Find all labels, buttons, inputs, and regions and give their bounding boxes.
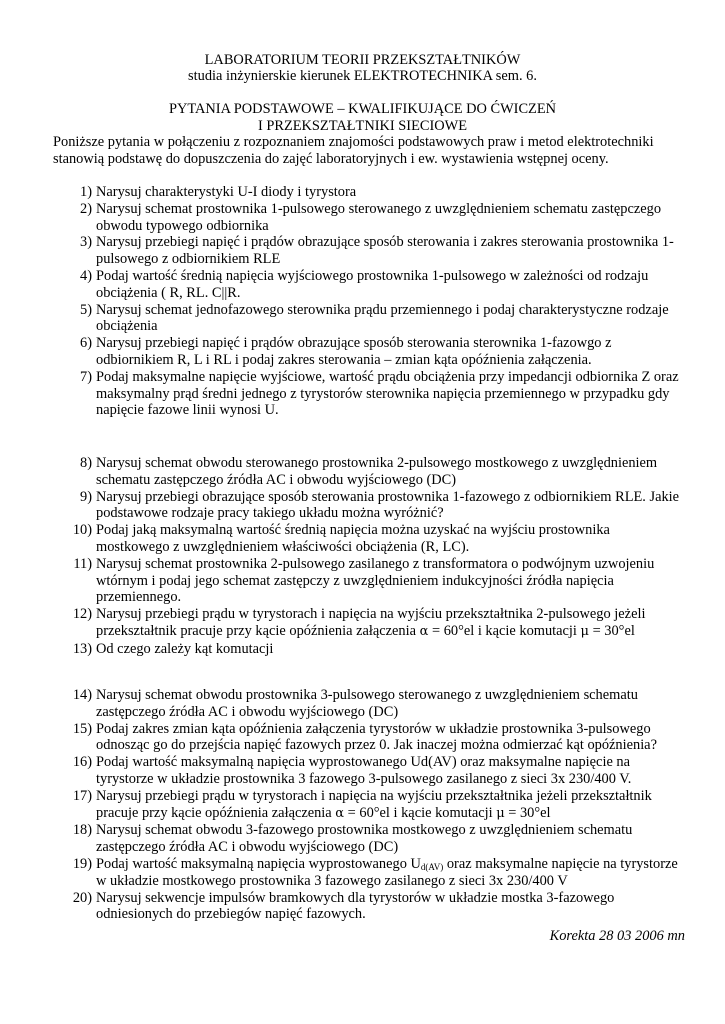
question-item — [0, 721, 725, 755]
question-text — [96, 856, 678, 889]
question-text-part: = 30°el — [588, 622, 635, 639]
question-text — [96, 606, 645, 639]
header-line-2: studia inżynierskie kierunek ELEKTROTECHNIKA sem. 6. — [188, 68, 537, 84]
question-number: 10) — [72, 522, 92, 539]
question-item — [0, 184, 725, 201]
question-text: Narysuj charakterystyki U-I diody i tyrystora — [96, 184, 357, 200]
title-line-1: PYTANIA PODSTAWOWE – KWALIFIKUJĄCE DO ĆWICZEŃ — [168, 101, 557, 117]
question-text: Narysuj schemat prostownika 2-pulsowego zasilanego z transformatora o podwójnym uzwojeniu wtórnym i podaj jego schemat zastępczy z uwzględnieniem indukcyjności źródła napięcia przemiennego. — [96, 555, 655, 606]
question-number: 18) — [72, 822, 92, 839]
question-item — [0, 201, 725, 235]
question-text: Narysuj przebiegi obrazujące sposób sterowania prostownika 1-fazowego z odbiornikiem RLE. Jakie podstawowe rodzaje pracy takiego układu można wyróżnić? — [96, 488, 680, 522]
question-text — [96, 788, 652, 821]
question-number: 12) — [72, 606, 92, 623]
question-item — [0, 788, 725, 823]
question-number: 4) — [80, 267, 92, 284]
question-item — [0, 268, 725, 302]
question-text: Podaj jaką maksymalną wartość średnią napięcia można uzyskać na wyjściu prostownika mostkowego z uwzględnieniem właściwości obciążenia (R, LC). — [96, 522, 610, 555]
question-text: Narysuj schemat obwodu prostownika 3-pulsowego sterowanego z uwzględnieniem schematu zastępczego źródła AC i obwodu wyjściowego (DC) — [96, 687, 638, 720]
question-item — [0, 890, 725, 924]
question-number: 14) — [72, 687, 92, 703]
question-list-group-3 — [0, 687, 725, 923]
question-number: 16) — [72, 754, 92, 771]
alpha-symbol: α — [335, 805, 345, 821]
question-text-part: Podaj wartość maksymalną napięcia wyprostowanego U — [96, 855, 421, 872]
question-item — [0, 606, 725, 641]
question-text-part: Narysuj przebiegi prądu w tyrystorach i napięcia na wyjściu przekształtnika jeżeli przekształtnik pracuje przy kącie opóźnienia załączenia — [96, 787, 652, 821]
question-number: 13) — [72, 640, 92, 657]
question-item — [0, 522, 725, 556]
question-number: 8) — [80, 455, 92, 471]
question-number: 5) — [80, 301, 92, 318]
question-item — [0, 234, 725, 268]
mu-symbol: μ — [496, 805, 505, 821]
question-text: Narysuj schemat obwodu 3-fazowego prostownika mostkowego z uwzględnieniem schematu zastępczego źródła AC i obwodu wyjściowego (DC) — [96, 822, 633, 856]
question-item — [0, 641, 725, 658]
mu-symbol: μ — [580, 623, 589, 639]
question-list-group-2 — [0, 455, 725, 658]
question-item — [0, 302, 725, 336]
title-line-2: I PRZEKSZTAŁTNIKI SIECIOWE — [257, 118, 468, 134]
correction-signature: Korekta 28 03 2006 mn — [549, 928, 685, 944]
subscript-dav: d(AV) — [420, 861, 444, 872]
question-text: Podaj wartość maksymalną napięcia wyprostowanego Ud(AV) oraz maksymalne napięcie na tyrystorze w układzie prostownika 3 fazowego 3-pulsowego zasilanego z sieci 3x 230/400 V. — [96, 754, 632, 787]
question-number: 17) — [72, 787, 92, 804]
question-number: 6) — [80, 335, 92, 352]
question-text: Podaj zakres zmian kąta opóźnienia załączenia tyrystorów w układzie prostownika 3-pulsowego odnosząc go do przejścia napięć fazowych przez 0. Jak inaczej można odmierzać kąt opóźnienia? — [96, 720, 657, 754]
question-item — [0, 556, 725, 606]
question-item — [0, 856, 725, 890]
question-text: Podaj maksymalne napięcie wyjściowe, wartość prądu obciążenia przy impedancji odbiornika Z oraz maksymalny prąd średni jednego z tyrystorów sterownika napięcia przemiennego w przypadku gdy napięcie fazowe linii wynosi U. — [96, 368, 679, 419]
question-text-part: = 60°el i kącie komutacji — [344, 804, 497, 821]
question-item — [0, 822, 725, 856]
question-number: 3) — [80, 234, 92, 251]
question-list-group-1 — [0, 184, 725, 419]
question-number: 2) — [80, 200, 92, 217]
question-text: Narysuj schemat obwodu sterowanego prostownika 2-pulsowego mostkowego z uwzględnieniem schematu zastępczego źródła AC i obwodu wyjściowego (DC) — [96, 455, 658, 488]
question-text: Narysuj schemat jednofazowego sterownika prądu przemiennego i podaj charakterystyczne rodzaje obciążenia — [96, 301, 669, 335]
question-text-part: Narysuj przebiegi prądu w tyrystorach i napięcia na wyjściu przekształtnika 2-pulsowego jeżeli przekształtnik pracuje przy kącie opóźnienia załączenia — [96, 606, 646, 639]
question-number: 19) — [72, 855, 92, 872]
question-number: 20) — [72, 889, 92, 906]
header-line-1: LABORATORIUM TEORII PRZEKSZTAŁTNIKÓW — [204, 52, 521, 68]
question-text: Narysuj przebiegi napięć i prądów obrazujące sposób sterowania i zakres sterowania prostownika 1-pulsowego z odbiornikiem RLE — [96, 234, 674, 268]
alpha-symbol: α — [419, 623, 429, 639]
question-item — [0, 369, 725, 419]
question-item — [0, 455, 725, 489]
question-item — [0, 489, 725, 523]
question-item — [0, 335, 725, 369]
question-number: 9) — [80, 488, 92, 505]
question-number: 1) — [80, 184, 92, 200]
question-text-part: = 60°el i kącie komutacji — [428, 622, 581, 639]
question-number: 7) — [80, 368, 92, 385]
question-text-part: oraz maksymalne napięcie na tyrystorze w układzie mostkowego prostownika 3 fazowego zasilanego z sieci 3x 230/400 V — [96, 855, 678, 889]
question-item — [0, 687, 725, 721]
question-text: Narysuj schemat prostownika 1-pulsowego sterowanego z uwzględnieniem schematu zastępczego obwodu typowego odbiornika — [96, 200, 662, 234]
question-text: Narysuj przebiegi napięć i prądów obrazujące sposób sterowania sterownika 1-fazowgo z odbiornikiem R, L i RL i podaj zakres sterowania – zmian kąta opóźnienia załączenia. — [96, 335, 612, 368]
question-text: Podaj wartość średnią napięcia wyjściowego prostownika 1-pulsowego w zależności od rodzaju obciążenia ( R, RL. C||R. — [96, 267, 649, 301]
question-text-part: = 30°el — [504, 804, 551, 821]
intro-paragraph: Poniższe pytania w połączeniu z rozpoznaniem znajomości podstawowych praw i metod elektrotechniki stanowią podstawę do dopuszczenia do zajęć laboratoryjnych i ew. wystawienia wstępnej oceny. — [53, 134, 654, 167]
question-text: Od czego zależy kąt komutacji — [96, 640, 274, 657]
question-text: Narysuj sekwencje impulsów bramkowych dla tyrystorów w układzie mostka 3-fazowego odniesionych do przebiegów napięć fazowych. — [96, 889, 615, 923]
question-number: 11) — [73, 555, 92, 572]
question-number: 15) — [72, 720, 92, 737]
question-item — [0, 754, 725, 788]
